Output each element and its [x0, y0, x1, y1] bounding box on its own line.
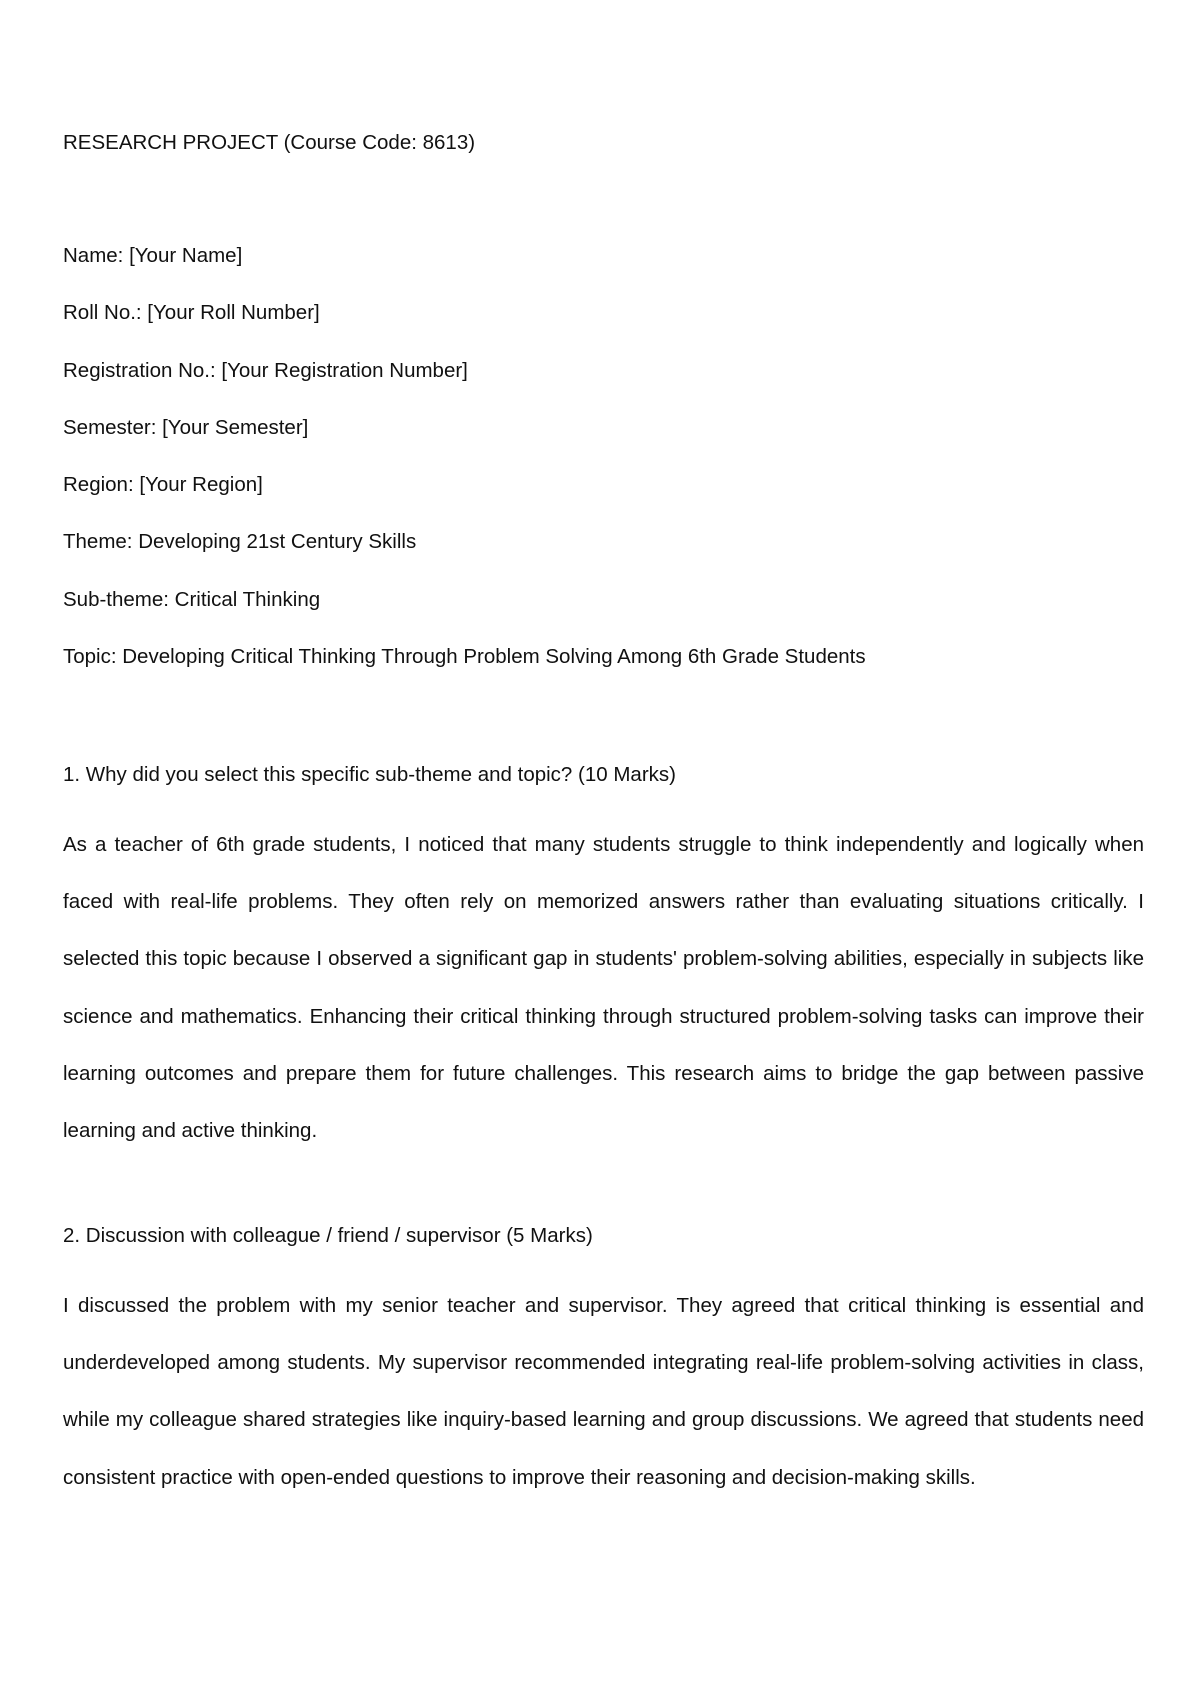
section-discussion: [63, 1223, 1144, 1506]
section-body: As a teacher of 6th grade students, I noticed that many students struggle to think independently and logically when faced with real-life problems. They often rely on memorized answers rather than evaluating situations critically. I selected this topic because I observed a significant gap in students' problem-solving abilities, especially in subjects like science and mathematics. Enhancing their critical thinking through structured problem-solving tasks can improve their learning outcomes and prepare them for future challenges. This research aims to bridge the gap between passive learning and active thinking.: [63, 833, 1144, 1143]
section-heading: 1. Why did you select this specific sub-theme and topic? (10 Marks): [63, 763, 676, 786]
section-body: I discussed the problem with my senior teacher and supervisor. They agreed that critical thinking is essential and underdeveloped among students. My supervisor recommended integrating real-life problem-solving activities in class, while my colleague shared strategies like inquiry-based learning and group discussions. We agreed that students need consistent practice with open-ended questions to improve their reasoning and decision-making skills.: [63, 1294, 1144, 1489]
field-name: Name: [Your Name]: [63, 244, 243, 267]
field-sub-theme: Sub-theme: Critical Thinking: [63, 587, 321, 611]
field-topic: Topic: Developing Critical Thinking Through Problem Solving Among 6th Grade Students: [63, 645, 866, 669]
field-region: Region: [Your Region]: [63, 473, 263, 497]
student-info-list: [63, 243, 1143, 701]
section-why-selected: [63, 762, 1144, 1159]
section-heading: 2. Discussion with colleague / friend / supervisor (5 Marks): [63, 1224, 593, 1247]
document-title: RESEARCH PROJECT (Course Code: 8613): [63, 131, 476, 154]
field-theme: Theme: Developing 21st Century Skills: [63, 530, 417, 554]
field-semester: Semester: [Your Semester]: [63, 415, 309, 439]
field-registration-no: Registration No.: [Your Registration Number]: [63, 358, 468, 382]
field-roll-no: Roll No.: [Your Roll Number]: [63, 301, 320, 325]
